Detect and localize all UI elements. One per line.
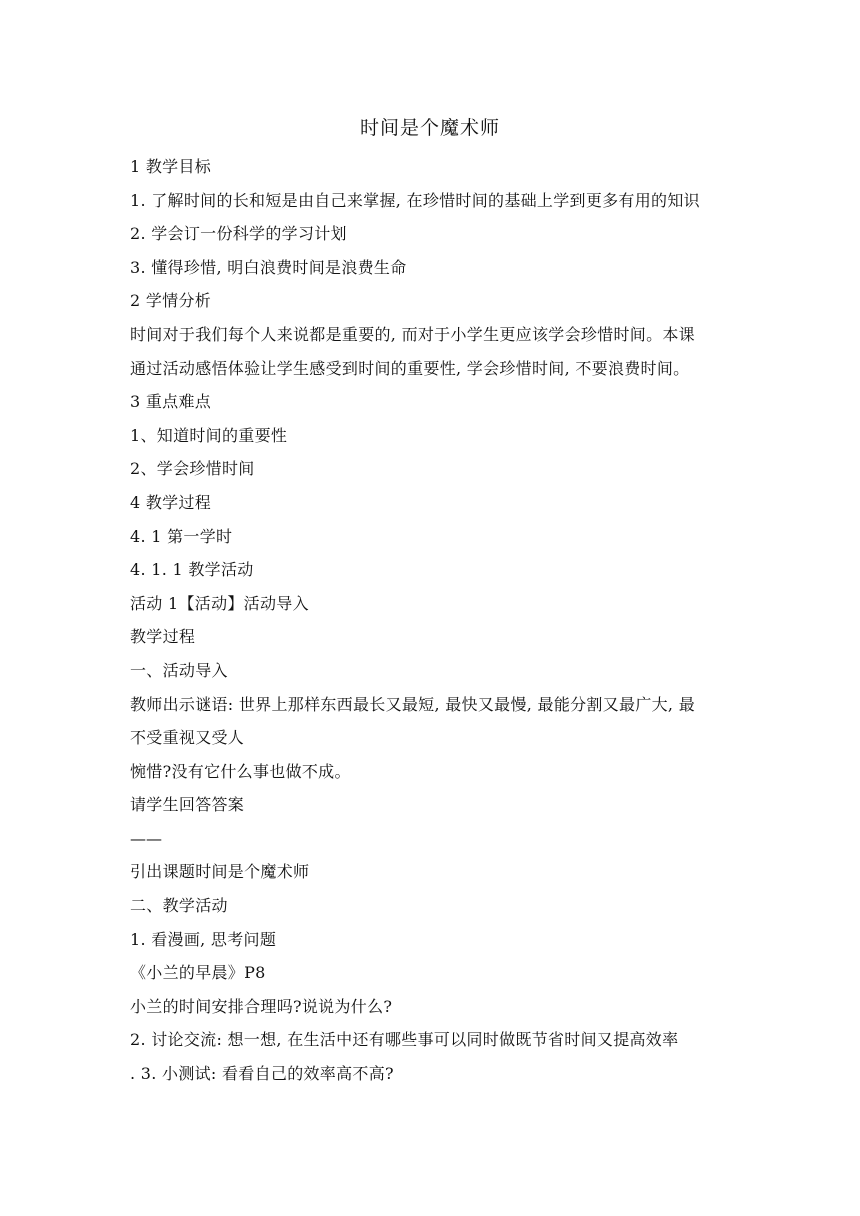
- riddle-line-3: 惋惜?没有它什么事也做不成。: [130, 761, 351, 781]
- riddle-line-1: 教师出示谜语: 世界上那样东西最长又最短, 最快又最慢, 最能分割又最广大, 最: [130, 694, 695, 714]
- answer-prompt: 请学生回答答案: [130, 795, 245, 815]
- analysis-paragraph-line-2: 通过活动感悟体验让学生感受到时间的重要性, 学会珍惜时间, 不要浪费时间。: [130, 358, 690, 378]
- document-body: [130, 150, 740, 1091]
- objective-item-3: 3. 懂得珍惜, 明白浪费时间是浪费生命: [130, 257, 407, 277]
- riddle-line-2: 不受重视又受人: [130, 728, 245, 748]
- activity-1-heading: 活动 1【活动】活动导入: [130, 593, 309, 613]
- key-point-item-1: 1、知道时间的重要性: [130, 425, 288, 445]
- section-heading-objectives: 1 教学目标: [130, 157, 212, 176]
- part-2-heading: 二、教学活动: [130, 896, 228, 916]
- teaching-process-label: 教学过程: [130, 627, 196, 647]
- section-heading-key-points: 3 重点难点: [130, 392, 212, 412]
- section-heading-analysis: 2 学情分析: [130, 291, 212, 311]
- topic-introduction: 引出课题时间是个魔术师: [130, 862, 310, 882]
- part-1-heading: 一、活动导入: [130, 660, 228, 680]
- document-title: 时间是个魔术师: [359, 117, 500, 139]
- subsection-teaching-activity: 4. 1. 1 教学活动: [130, 560, 254, 580]
- analysis-paragraph-line-1: 时间对于我们每个人来说都是重要的, 而对于小学生更应该学会珍惜时间。本课: [130, 324, 695, 344]
- comic-question: 小兰的时间安排合理吗?说说为什么?: [130, 996, 393, 1016]
- objective-item-2: 2. 学会订一份科学的学习计划: [130, 224, 347, 244]
- comic-reference: 《小兰的早晨》P8: [130, 963, 266, 983]
- activity-step-2: 2. 讨论交流: 想一想, 在生活中还有哪些事可以同时做既节省时间又提高效率: [130, 1030, 679, 1050]
- activity-step-1: 1. 看漫画, 思考问题: [130, 929, 277, 949]
- dash-separator: ——: [130, 828, 162, 848]
- subsection-first-period: 4. 1 第一学时: [130, 526, 233, 546]
- section-heading-process: 4 教学过程: [130, 492, 212, 512]
- key-point-item-2: 2、学会珍惜时间: [130, 459, 255, 479]
- objective-item-1: 1. 了解时间的长和短是由自己来掌握, 在珍惜时间的基础上学到更多有用的知识: [130, 190, 700, 210]
- activity-step-3: . 3. 小测试: 看看自己的效率高不高?: [130, 1064, 394, 1084]
